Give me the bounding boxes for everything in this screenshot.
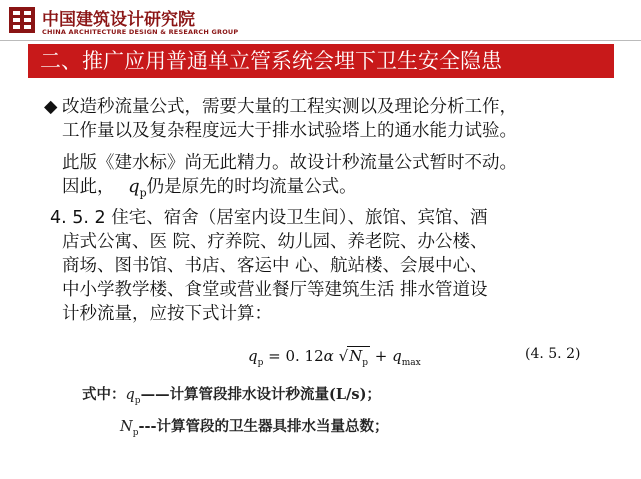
formula: $q_p = 0$. 12α $√N_p + q_{max}$ (248, 347, 421, 368)
slide-title: 二、推广应用普通单立管系统会埋下卫生安全隐患 (28, 44, 614, 78)
clause-line-3: 商场、图书馆、书店、客运中 心、航站楼、会展中心、 (62, 256, 488, 276)
bullet-line-1: 改造秒流量公式，需要大量的工程实测以及理论分析工作， (62, 97, 517, 117)
clause-line-1: 4. 5. 2 住宅、宿舍（居室内设卫生间）、旅馆、宾馆、酒 (50, 208, 488, 228)
note-line-2-prefix: 因此， (62, 177, 115, 197)
clause-line-2: 店式公寓、医 院、疗养院、幼儿园、养老院、办公楼、 (62, 232, 488, 252)
clause-line-5: 计秒流量，应按下式计算： (62, 304, 272, 324)
definition-qp: 式中：$q_p——$计算管段排水设计秒流量(L/s)； (82, 386, 381, 406)
definition-np: $N_p---$计算管段的卫生器具排水当量总数； (120, 418, 389, 438)
equation-number: (4. 5. 2) (525, 346, 581, 362)
qp-symbol: $q_p$ (128, 176, 147, 200)
clause-line-4: 中小学教学楼、食堂或营业餐厅等建筑生活 排水管道设 (62, 280, 488, 300)
note-line-2 (62, 175, 357, 206)
bullet-diamond-icon: ◆ (44, 97, 58, 117)
logo-mark-icon (8, 6, 36, 34)
note-line-2-suffix: 仍是原先的时均流量公式。 (146, 177, 357, 197)
header-divider (0, 40, 641, 41)
sqrt-radicand: $N_p$ (349, 347, 369, 368)
logo-english-name: CHINA ARCHITECTURE DESIGN & RESEARCH GROUP (42, 28, 239, 36)
bullet-line-2: 工作量以及复杂程度远大于排水试验塔上的通水能力试验。 (62, 121, 517, 141)
bullet-paragraph (44, 95, 517, 119)
logo-chinese-name: 中国建筑设计研究院 (42, 10, 195, 30)
note-line-1: 此版《建水标》尚无此精力。故设计秒流量公式暂时不动。 (62, 153, 517, 173)
sqrt-symbol-icon: √ (338, 347, 349, 365)
